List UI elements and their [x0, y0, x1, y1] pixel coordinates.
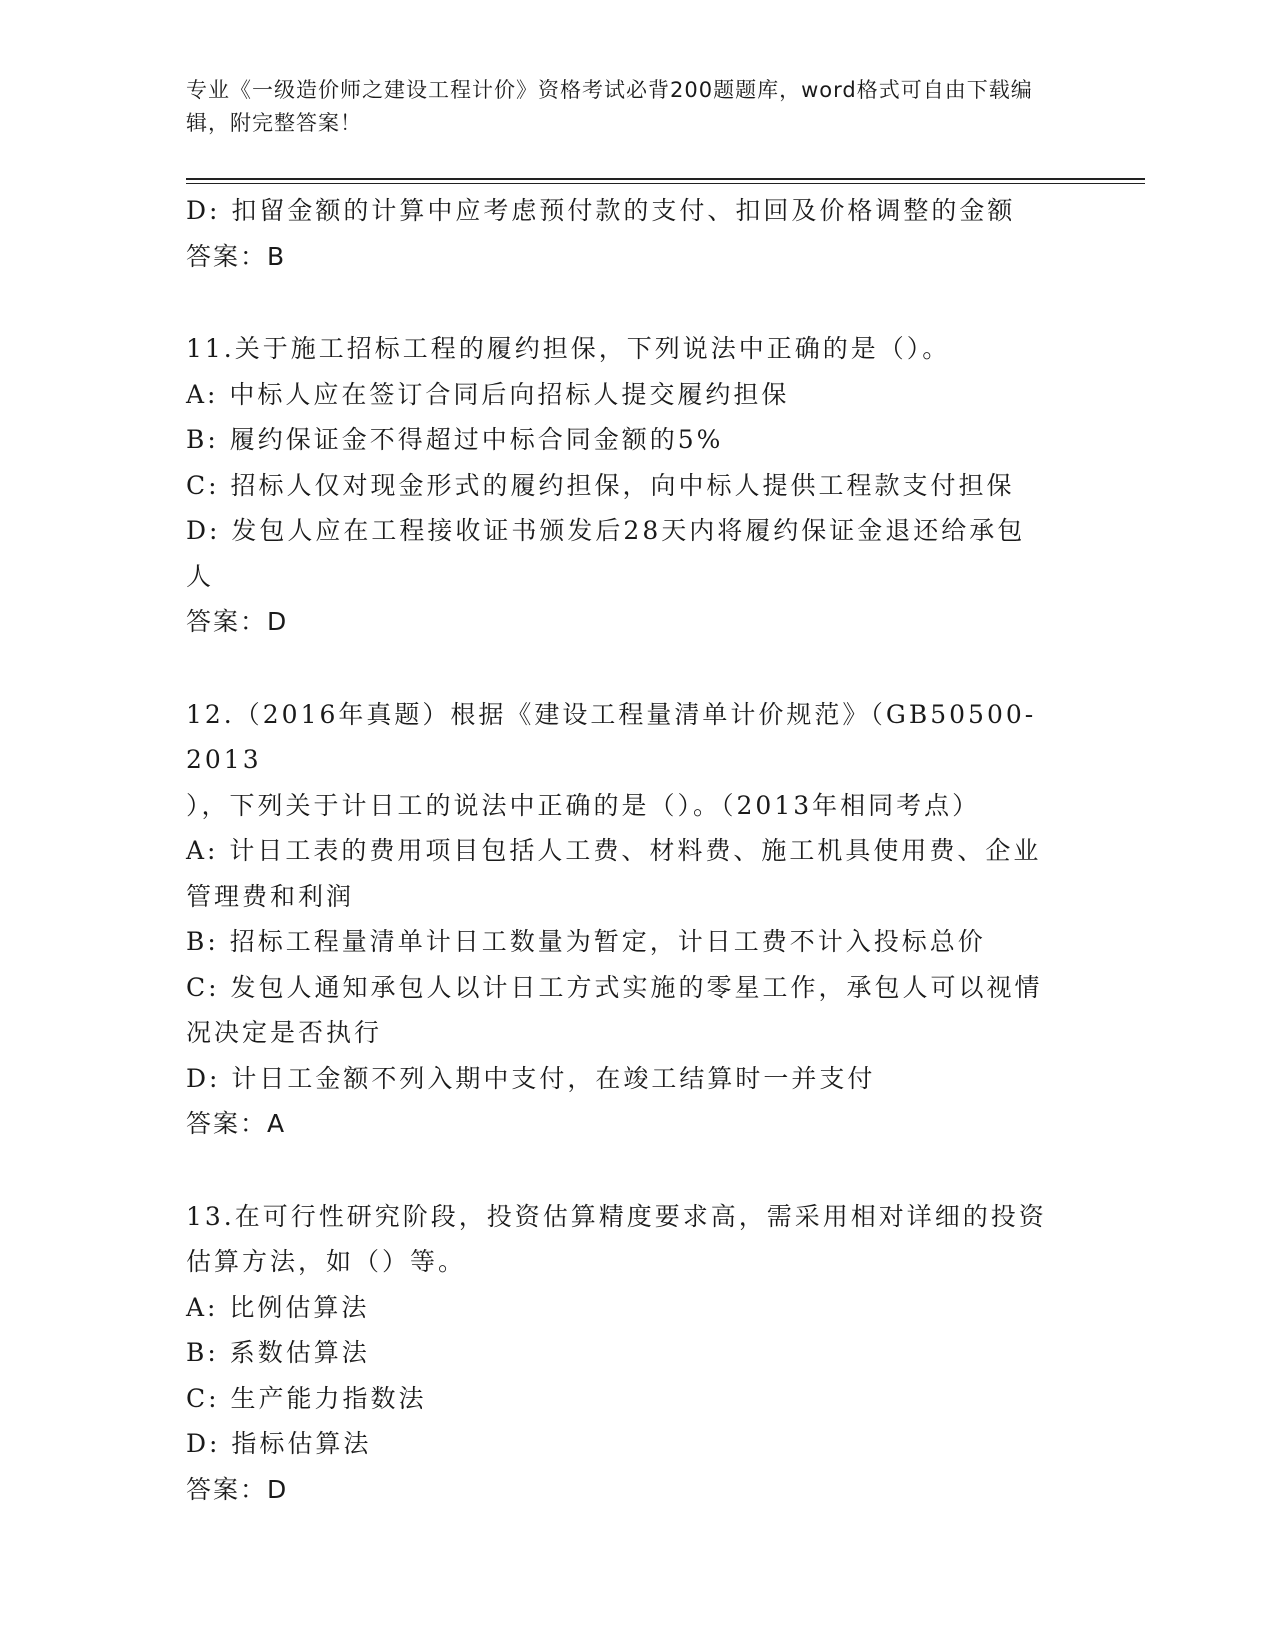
question-10-tail [186, 188, 1066, 279]
option-c: C: 生产能力指数法 [186, 1383, 427, 1413]
page-header: 专业《一级造价师之建设工程计价》资格考试必背200题题库，word格式可自由下载编辑，附完整答案！ [186, 78, 1033, 135]
option-b: B: 履约保证金不得超过中标合同金额的5% [186, 425, 724, 454]
question-11 [186, 326, 1066, 645]
option-c-continued: 况决定是否执行 [186, 1018, 383, 1047]
answer-label: 答案：A [186, 1109, 287, 1138]
option-d: D: 扣留金额的计算中应考虑预付款的支付、扣回及价格调整的金额 [186, 196, 1016, 225]
option-d: D: 指标估算法 [186, 1429, 372, 1458]
option-b: B: 招标工程量清单计日工数量为暂定，计日工费不计入投标总价 [186, 927, 986, 956]
question-stem: 13.在可行性研究阶段，投资估算精度要求高，需采用相对详细的投资 [186, 1201, 1047, 1231]
option-a: A: 比例估算法 [186, 1292, 370, 1322]
spacer [186, 279, 1066, 326]
option-b: B: 系数估算法 [186, 1338, 370, 1367]
header-rule-thin [186, 183, 1145, 184]
question-13 [186, 1194, 1066, 1513]
answer-label: 答案：D [186, 1474, 289, 1504]
option-a: A: 计日工表的费用项目包括人工费、材料费、施工机具使用费、企业 [186, 836, 1042, 865]
question-stem-continued: 估算方法，如（）等。 [186, 1247, 467, 1276]
option-d-continued: 人 [186, 561, 215, 591]
question-content [186, 188, 1066, 1512]
option-c: C: 发包人通知承包人以计日工方式实施的零星工作，承包人可以视情 [186, 972, 1043, 1002]
option-c: C: 招标人仅对现金形式的履约担保，向中标人提供工程款支付担保 [186, 470, 1015, 500]
spacer [186, 1147, 1066, 1194]
option-a-continued: 管理费和利润 [186, 881, 355, 911]
question-stem-continued: ），下列关于计日工的说法中正确的是（）。（2013年相同考点） [186, 790, 981, 820]
header-rule-thick [186, 178, 1145, 180]
question-stem: 12.（2016年真题）根据《建设工程量清单计价规范》（GB50500-2013 [186, 699, 1037, 774]
question-12 [186, 692, 1066, 1147]
answer-label: 答案：B [186, 241, 287, 271]
option-d: D: 发包人应在工程接收证书颁发后28天内将履约保证金退还给承包 [186, 516, 1026, 545]
answer-label: 答案：D [186, 607, 289, 636]
option-a: A: 中标人应在签订合同后向招标人提交履约担保 [186, 379, 790, 409]
question-stem: 11.关于施工招标工程的履约担保，下列说法中正确的是（）。 [186, 334, 951, 363]
option-d: D: 计日工金额不列入期中支付，在竣工结算时一并支付 [186, 1063, 876, 1093]
spacer [186, 645, 1066, 692]
